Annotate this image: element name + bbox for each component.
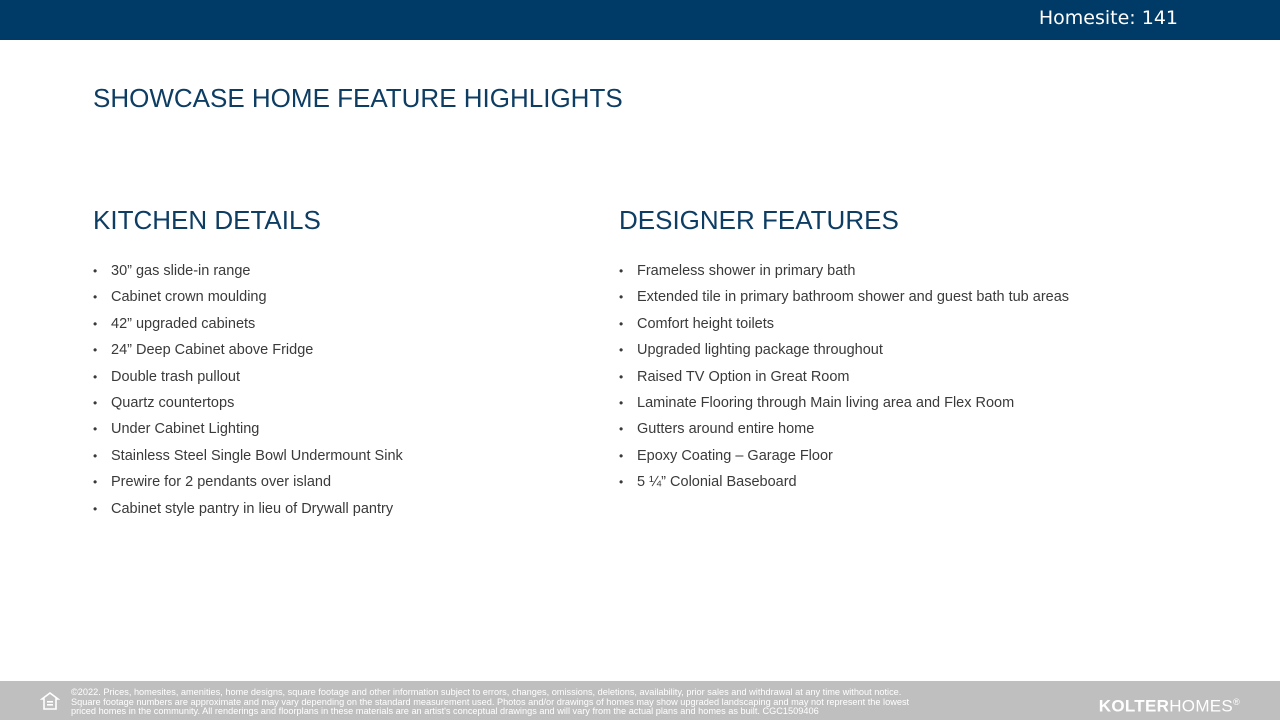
feature-text: Prewire for 2 pendants over island xyxy=(111,474,332,491)
bullet-icon: • xyxy=(93,448,98,463)
bullet-icon: • xyxy=(619,448,624,463)
feature-text: Laminate Flooring through Main living area and Flex Room xyxy=(637,395,1015,412)
feature-list-item xyxy=(93,337,573,363)
bullet-icon: • xyxy=(93,343,98,358)
feature-text: Stainless Steel Single Bowl Undermount Sink xyxy=(111,447,403,464)
feature-text: Upgraded lighting package throughout xyxy=(637,342,883,359)
registered-mark: ® xyxy=(1233,697,1240,707)
feature-list-item xyxy=(93,443,573,469)
bullet-icon: • xyxy=(93,369,98,384)
kolter-homes-logo xyxy=(1099,692,1240,717)
disclaimer-line: ©2022. Prices, homesites, amenities, home designs, square footage and other information subject to errors, changes, omissions, deletions, availability, prior sales and withdrawal at any time without notice. xyxy=(71,687,902,697)
feature-list-item xyxy=(93,390,573,416)
feature-list-item xyxy=(93,496,573,522)
equal-housing-opportunity-icon xyxy=(40,691,60,711)
feature-text: 30” gas slide-in range xyxy=(111,263,251,279)
kitchen-details-section xyxy=(93,204,573,522)
feature-text: Frameless shower in primary bath xyxy=(637,263,856,279)
logo-bold-text: KOLTER xyxy=(1098,696,1170,716)
feature-text: Epoxy Coating – Garage Floor xyxy=(637,447,833,464)
kitchen-details-heading: KITCHEN DETAILS xyxy=(93,205,321,235)
bullet-icon: • xyxy=(619,422,624,437)
feature-list-item xyxy=(619,284,1179,310)
feature-text: Under Cabinet Lighting xyxy=(111,421,260,438)
feature-text: 5 ¼” Colonial Baseboard xyxy=(637,474,797,491)
footer-disclaimer xyxy=(71,688,1101,717)
feature-list-item xyxy=(93,311,573,337)
feature-list-item xyxy=(93,416,573,442)
feature-list-item xyxy=(93,469,573,495)
feature-list-item xyxy=(93,364,573,390)
feature-list-item xyxy=(619,364,1179,390)
homesite-label: Homesite: 141 xyxy=(1038,7,1178,29)
footer-bar xyxy=(0,681,1280,720)
bullet-icon: • xyxy=(619,396,624,411)
feature-text: Extended tile in primary bathroom shower and guest bath tub areas xyxy=(637,289,1070,306)
kitchen-feature-list xyxy=(93,258,573,522)
disclaimer-line: Square footage numbers are approximate and may vary depending on the standard measurement used. Photos and/or drawings of homes may show upgraded landscaping and may not represent the lowest xyxy=(71,696,910,707)
bullet-icon: • xyxy=(93,316,98,331)
feature-text: Double trash pullout xyxy=(111,368,240,385)
feature-list-item xyxy=(93,258,573,284)
bullet-icon: • xyxy=(93,422,98,437)
feature-list-item xyxy=(619,311,1179,337)
feature-text: 24” Deep Cabinet above Fridge xyxy=(111,342,314,359)
feature-text: Cabinet style pantry in lieu of Drywall pantry xyxy=(111,500,394,517)
bullet-icon: • xyxy=(93,264,98,278)
feature-text: Quartz countertops xyxy=(111,395,235,412)
feature-list-item xyxy=(619,337,1179,363)
bullet-icon: • xyxy=(619,369,624,384)
bullet-icon: • xyxy=(93,501,98,516)
bullet-icon: • xyxy=(619,290,624,305)
logo-regular-text: HOMES xyxy=(1169,696,1234,716)
feature-list-item xyxy=(619,469,1179,495)
feature-list-item xyxy=(619,258,1179,284)
designer-features-heading: DESIGNER FEATURES xyxy=(619,205,899,235)
bullet-icon: • xyxy=(619,343,624,358)
feature-list-item xyxy=(93,284,573,310)
bullet-icon: • xyxy=(93,396,98,411)
feature-list-item xyxy=(619,390,1179,416)
feature-text: Raised TV Option in Great Room xyxy=(637,368,850,385)
top-header-bar xyxy=(0,0,1280,40)
bullet-icon: • xyxy=(619,316,624,331)
feature-text: Cabinet crown moulding xyxy=(111,289,267,306)
bullet-icon: • xyxy=(619,264,624,278)
feature-text: Gutters around entire home xyxy=(637,421,815,438)
bullet-icon: • xyxy=(93,475,98,490)
feature-list-item xyxy=(619,443,1179,469)
feature-list-item xyxy=(619,416,1179,442)
designer-features-section xyxy=(619,204,1179,496)
bullet-icon: • xyxy=(93,290,98,305)
designer-feature-list xyxy=(619,258,1179,496)
feature-text: Comfort height toilets xyxy=(637,315,775,332)
page-title: SHOWCASE HOME FEATURE HIGHLIGHTS xyxy=(93,83,623,113)
feature-text: 42” upgraded cabinets xyxy=(111,315,256,332)
disclaimer-line: priced homes in the community. All renderings and floorplans in these materials are an artist's conceptual drawings and will vary from the actual plans and homes as built. CGC1509406 xyxy=(71,706,819,716)
bullet-icon: • xyxy=(619,475,624,490)
